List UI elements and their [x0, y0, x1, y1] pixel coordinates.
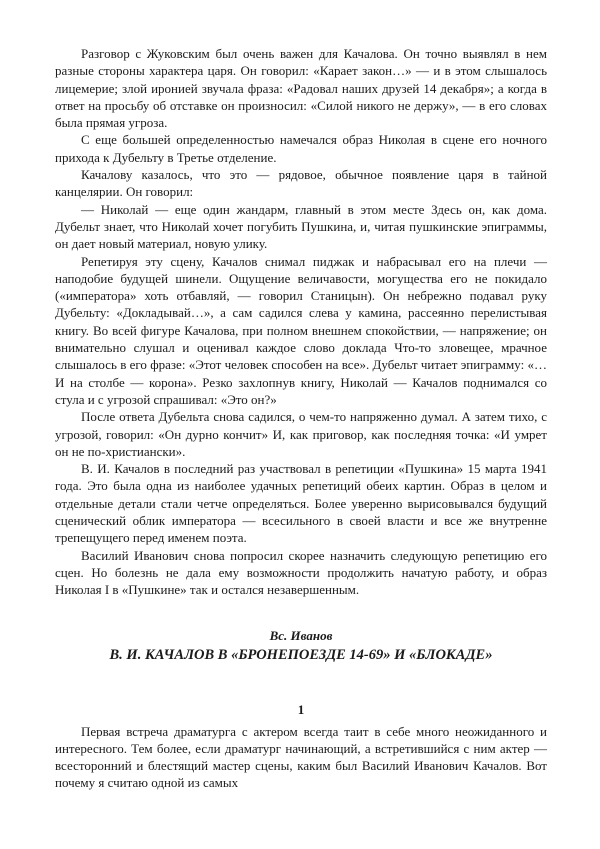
- article-title: В. И. КАЧАЛОВ В «БРОНЕПОЕЗДЕ 14-69» И «БЛОКАДЕ»: [109, 646, 493, 663]
- article-author: Вс. Иванов: [269, 627, 333, 643]
- paragraph: Василий Иванович снова попросил скорее назначить следующую репетицию его сцен. Но болезнь не дала ему возможности продолжить начатую работу, и образ Николая I в «Пушкине» так и остался незавершенным.: [55, 547, 547, 598]
- next-article-header: [55, 627, 547, 665]
- paragraph: Репетируя эту сцену, Качалов снимал пиджак и набрасывал его на плечи — наподобие будущей шинели. Ощущение величавости, могущества его не покидало («императора» хоть отбавляй, — говорил Станицын). Он небрежно подавал руку Дубельту: «Докладывай…», а сам садился слева у камина, рассеянно перелистывая книгу. Во всей фигуре Качалова, при полном внешнем спокойствии, — напряжение; он внимательно слушал и оценивал каждое слово доклада Что-то зловещее, мрачное слышалось в его фразе: «Этот человек способен на все». Дубельт читает эпиграмму: «… И на столбе — корона». Резко захлопнув книгу, Николай — Качалов поднимался со стула и с угрозой спрашивал: «Это он?»: [55, 253, 547, 407]
- paragraph: — Николай — еще один жандарм, главный в этом месте Здесь он, как дома. Дубельт знает, что Николай хочет погубить Пушкина, и, читая пушкинские эпиграммы, он дает новый материал, новую улику.: [55, 201, 547, 252]
- article-body: [55, 45, 547, 792]
- paragraph: Разговор с Жуковским был очень важен для Качалова. Он точно выявлял в нем разные стороны характера царя. Он говорил: «Карает закон…» — и в этом слышалось лицемерие; злой иронией звучала фраза: «Радовал наших друзей 14 декабря»; а когда в ответ на просьбу об отставке он произносил: «Силой никого не держу», — в его словах была прямая угроза.: [55, 46, 547, 131]
- paragraph: Качалову казалось, что это — рядовое, обычное появление царя в тайной канцелярии. Он говорил:: [55, 167, 547, 200]
- section-number: 1: [297, 701, 305, 717]
- paragraph: Первая встреча драматурга с актером всегда таит в себе много неожиданного и интересного. Тем более, если драматург начинающий, а встретившийся с ним актер — всесторонний и блестящий мастер сцены, каким был Василий Иванович Качалов. Вот почему я считаю одной из самых: [55, 723, 547, 791]
- paragraph: С еще большей определенностью намечался образ Николая в сцене его ночного прихода к Дубельту в Третье отделение.: [55, 132, 547, 165]
- paragraph: После ответа Дубельта снова садился, о чем-то напряженно думал. А затем тихо, с угрозой, говорил: «Он дурно кончит» И, как приговор, как последняя точка: «И умрет он не по-христиански».: [55, 409, 547, 459]
- paragraph: В. И. Качалов в последний раз участвовал в репетиции «Пушкина» 15 марта 1941 года. Это была одна из наиболее удачных репетиций обеих картин. Образ в целом и отдельные детали стали четче определяться. Более уверенно вырисовывался будущий сценический облик императора — всесильного в своей власти и все же внутренне трепещущего перед именем поэта.: [55, 461, 547, 546]
